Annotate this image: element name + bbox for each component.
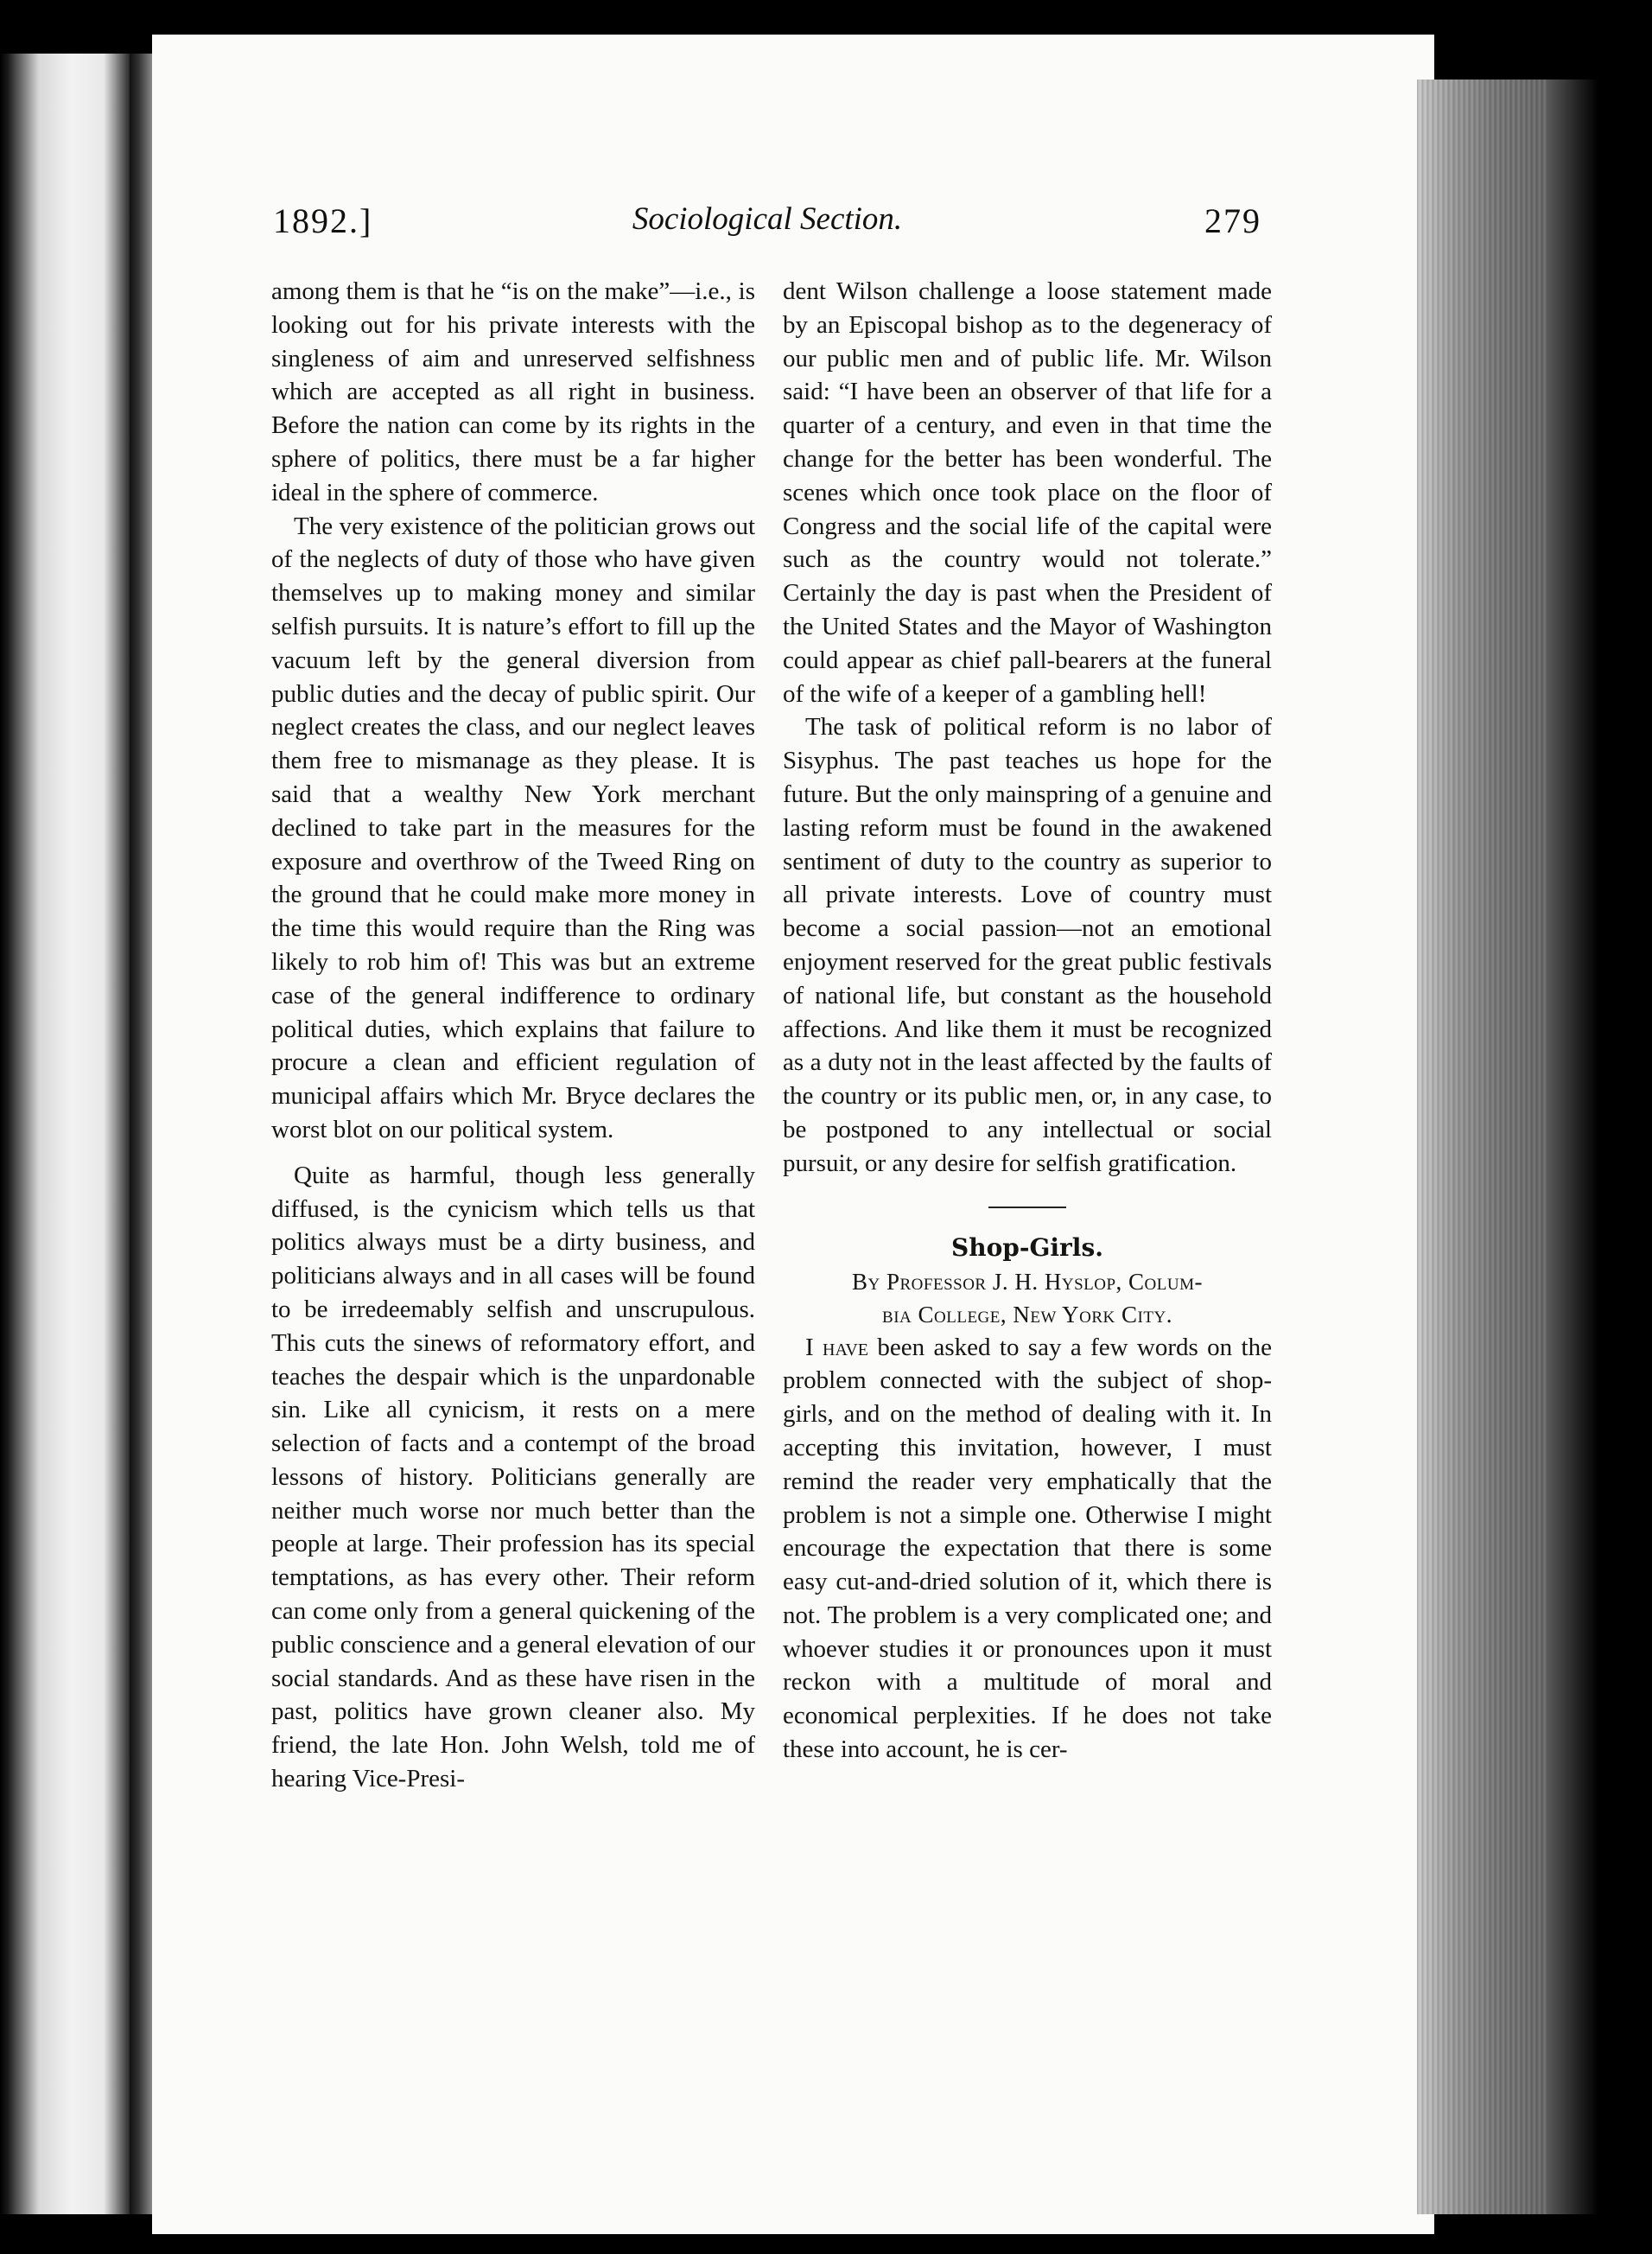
page-number: 279 bbox=[1204, 201, 1261, 240]
author-byline-line-1: By Professor J. H. Hyslop, Colum- bbox=[852, 1268, 1203, 1295]
section-divider bbox=[988, 1207, 1066, 1208]
left-column bbox=[271, 275, 755, 1796]
left-paragraph-2: The very existence of the politician grows out of the neglects of duty of those who have given themselves up to making money and similar selfish pursuits. It is nature’s effort to fill up the vacuum left by the general diversion from public duties and the decay of public spirit. Our neglect creates the class, and our neglect leaves them free to mismanage as they please. It is said that a wealthy New York merchant declined to take part in the measures for the exposure and overthrow of the Tweed Ring on the ground that he could make more money in the time this would require than the Ring was likely to rob him of! This was but an extreme case of the general indifference to ordinary political duties, which explains that failure to procure a clean and efficient regulation of municipal affairs which Mr. Bryce declares the worst blot on our political system. bbox=[271, 512, 755, 1143]
left-paragraph-1: among them is that he “is on the make”—i.e., is looking out for his private interests with the singleness of aim and unreserved selfishness which are accepted as all right in business. Before the nation can come by its rights in the sphere of politics, there must be a far higher ideal in the sphere of commerce. bbox=[271, 277, 755, 506]
right-paragraph-3-text: been asked to say a few words on the problem connected with the subject of shop-girls, and on the method of dealing with it. In accepting this invitation, however, I must remind the reader very emphatically that the problem is not a simple one. Otherwise I might encourage the expectation that there is some easy cut-and-dried solution of it, which there is not. The problem is a very complicated one; and whoever studies it or pronounces upon it must reckon with a multitude of moral and economical perplexities. If he does not take these into account, he is cer- bbox=[783, 1333, 1272, 1764]
page-fore-edge bbox=[1417, 80, 1547, 2214]
right-paragraph-2: The task of political reform is no labor of Sisyphus. The past teaches us hope for the future. But the only mainspring of a genuine and lasting reform must be found in the awakened sentiment of duty to the country as superior to all private interests. Love of country must become a social passion—not an emotional enjoyment reserved for the great public festivals of national life, but constant as the household affections. And like them it must be recognized as a duty not in the least affected by the faults of the country or its public men, or, in any case, to be postponed to any intellectual or social pursuit, or any desire for selfish gratification. bbox=[783, 713, 1272, 1177]
section-title: Shop-Girls. bbox=[951, 1232, 1103, 1262]
left-paragraph-3: Quite as harmful, though less generally diffused, is the cynicism which tells us that politics always must be a dirty business, and politicians always and in all cases will be found to be irredeemably selfish and unscrupulous. This cuts the sinews of reformatory effort, and teaches the despair which is the unpardonable sin. Like all cynicism, it rests on a mere selection of facts and a contempt of the broad lessons of history. Politicians generally are neither much worse nor much better than the people at large. Their profession has its special temptations, as has every other. Their reform can come only from a general quickening of the public conscience and a general elevation of our social standards. And as these have risen in the past, politics have grown cleaner also. My friend, the late Hon. John Welsh, told me of hearing Vice-Presi- bbox=[271, 1161, 755, 1793]
book-gutter bbox=[130, 54, 152, 2214]
paragraph-opener: I have bbox=[805, 1333, 868, 1361]
right-paragraph-1: dent Wilson challenge a loose statement made by an Episcopal bishop as to the degeneracy of our public men and of public life. Mr. Wilson said: “I have been an observer of that life for a quarter of a century, and even in that time the change for the better has been wonderful. The scenes which once took place on the floor of Congress and the social life of the capital were such as the country would not tolerate.” Certainly the day is past when the President of the United States and the Mayor of Washington could appear as chief pall-bearers at the funeral of the wife of a keeper of a gambling hell! bbox=[783, 277, 1272, 708]
right-paragraph-3 bbox=[783, 1331, 1272, 1767]
right-column bbox=[783, 275, 1272, 1767]
running-header bbox=[273, 201, 1261, 252]
header-year: 1892.] bbox=[273, 201, 373, 240]
author-byline-line-2: bia College, New York City. bbox=[882, 1301, 1172, 1328]
running-title: Sociological Section. bbox=[632, 201, 903, 237]
previous-page-edge bbox=[0, 54, 130, 2214]
fore-edge-shadow bbox=[1547, 80, 1598, 2214]
